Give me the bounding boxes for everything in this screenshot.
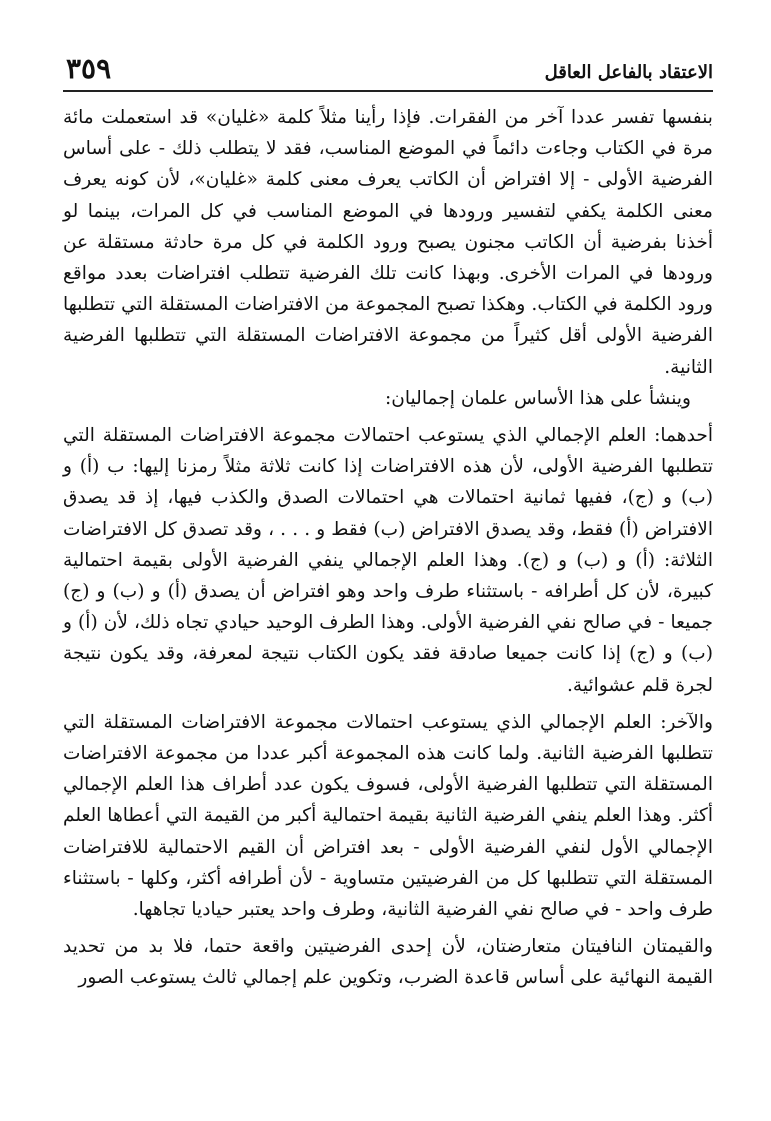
paragraph-conclusion: والقيمتان النافيتان متعارضتان، لأن إحدى الفرضيتين واقعة حتما، فلا بد من تحديد القيمة النهائية على أساس قاعدة الضرب، وتكوين علم إجمالي ثالث يستوعب الصور bbox=[63, 936, 713, 989]
page-number: ٣٥٩ bbox=[66, 52, 112, 85]
page-header bbox=[58, 52, 713, 92]
paragraph-second-knowledge: والآخر: العلم الإجمالي الذي يستوعب احتمالات مجموعة الافتراضات المستقلة التي تتطلبها الفرضية الثانية. ولما كانت هذه المجموعة أكبر عددا من مجموعة الافتراضات المستقلة التي تتطلبها الفرضية الأولى، فسوف يكون عدد أطراف هذا العلم الإجمالي أكثر. وهذا العلم ينفي الفرضية الثانية بقيمة احتمالية أكبر من القيمة التي أعطاها العلم الإجمالي الأول لنفي الفرضية الأولى - بعد افتراض أن القيم الاحتمالية للافتراضات المستقلة التي تتطلبها كل من الفرضيتين متساوية - لأن أطرافه أكثر، وكلها - باستثناء طرف واحد - في صالح نفي الفرضية الثانية، وطرف واحد يعتبر حياديا تجاهها. bbox=[63, 711, 713, 921]
paragraph-first-knowledge: أحدهما: العلم الإجمالي الذي يستوعب احتمالات مجموعة الافتراضات المستقلة التي تتطلبها الفرضية الأولى، لأن هذه الافتراضات إذا كانت ثلاثة مثلاً رمزنا إليها: ب (أ) و (ب) و (ج)، ففيها ثمانية احتمالات هي احتمالات الصدق والكذب فيها، إذ قد يصدق الافتراض (أ) فقط، وقد يصدق الافتراض (ب) فقط و . . . ، وقد تصدق كل الافتراضات الثلاثة: (أ) و (ب) و (ج). وهذا العلم الإجمالي ينفي الفرضية الأولى بقيمة احتمالية كبيرة، لأن كل أطرافه - باستثناء طرف واحد وهو افتراض أن يصدق (أ) و (ب) و (ج) جميعا - في صالح نفي الفرضية الأولى. وهذا الطرف الوحيد حيادي تجاه ذلك، لأن (أ) و (ب) و (ج) إذا كانت جميعا صادقة فقد يكون الكتاب نتيجة لمعرفة، وقد يكون نتيجة لجرة قلم عشوائية. bbox=[63, 425, 713, 696]
paragraph-intro-two-knowledges: وينشأ على هذا الأساس علمان إجماليان: bbox=[384, 387, 691, 409]
paragraph-continuation: بنفسها تفسر عددا آخر من الفقرات. فإذا رأينا مثلاً كلمة «غليان» قد استعملت مائة مرة في الكتاب وجاءت دائماً في الموضع المناسب، فقد لا يتطلب ذلك - على أساس الفرضية الأولى - إلا افتراض أن الكاتب يعرف معنى كلمة «غليان»، لأن كونه يعرف معنى الكلمة يكفي لتفسير ورودها في الموضع المناسب في كل المرات، بينما لو أخذنا بفرضية أن الكاتب مجنون يصبح ورود الكلمة في كل مرة حادثة مستقلة عن ورودها في المرات الأخرى. وبهذا كانت تلك الفرضية تتطلب افتراضات بعدد مواقع ورود الكلمة في الكتاب. وهكذا تصبح المجموعة من الافتراضات المستقلة التي تتطلبها الفرضية الأولى أقل كثيراً من مجموعة الافتراضات المستقلة التي تتطلبها الفرضية الثانية. bbox=[63, 107, 713, 378]
body-text bbox=[63, 102, 713, 994]
running-title: الاعتقاد بالفاعل العاقل bbox=[544, 62, 713, 83]
header-rule bbox=[63, 90, 713, 92]
